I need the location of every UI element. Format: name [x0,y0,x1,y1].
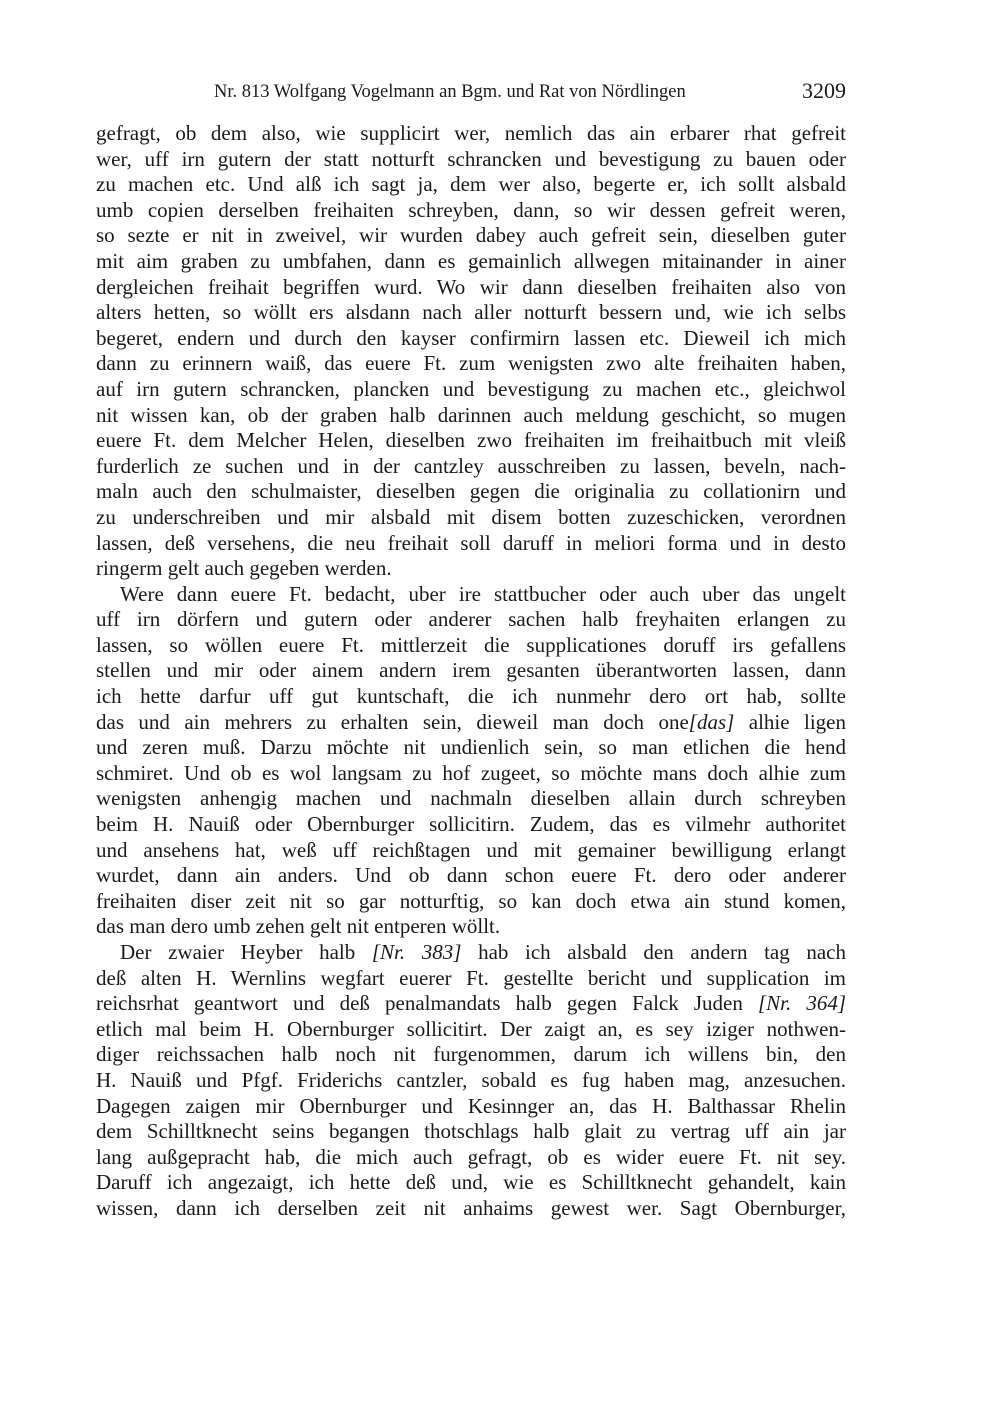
text-line [96,300,846,326]
text-segment: H. Nauiß und Pfgf. Friderichs cantzler, sobald es fug haben mag, anzesuchen. [96,1067,846,1092]
text-segment: begeret, endern und durch den kayser confirmirn lassen etc. Dieweil ich mich [96,325,846,350]
text-segment: wer, uff irn gutern der statt notturft schrancken und bevestigung zu bauen oder [96,146,846,171]
text-segment: beim H. Nauiß oder Obernburger sollicitirn. Zudem, das es vilmehr authoritet [96,812,846,837]
text-line [96,326,846,352]
editorial-reference: [Nr. 383] [371,940,462,964]
text-segment: schmiret. Und ob es wol langsam zu hof zugeet, so möchte mans doch alhie zum [96,760,846,785]
text-segment: zu machen etc. Und alß ich sagt ja, dem wer also, begerte er, ich sollt alsbald [96,172,846,197]
text-line [96,454,846,480]
text-line [96,1145,846,1171]
text-segment: umb copien derselben freihaiten schreyben, dann, so wir dessen gefreit weren, [96,197,846,222]
text-segment: dem Schilltknecht seins begangen thotschlags halb glait zu vertrag uff ain jar [96,1119,846,1144]
text-segment: deß alten H. Wernlins wegfart euerer Ft. gestellte bericht und supplication im [96,965,846,990]
text-line [96,121,846,147]
text-line [96,633,846,659]
text-segment: auf irn gutern schrancken, plancken und bevestigung zu machen etc., gleichwol [96,376,846,401]
text-line [96,403,846,429]
text-line [96,1196,846,1222]
text-line [96,786,846,812]
text-line [96,1170,846,1196]
text-segment: dann zu erinnern waiß, das euere Ft. zum wenigsten zwo alte freihaiten haben, [96,351,846,376]
text-line [96,761,846,787]
text-segment: ich hette darfur uff gut kuntschaft, die ich nunmehr dero ort hab, sollte [96,684,846,709]
text-line [96,1017,846,1043]
text-line [96,914,846,940]
text-segment: und ansehens hat, weß uff reichßtagen und mit gemainer bewilligung erlangt [96,837,846,862]
text-line [96,838,846,864]
text-line [96,966,846,992]
text-line [96,940,846,966]
text-segment: gefragt, ob dem also, wie supplicirt wer, nemlich das ain erbarer rhat gefreit [96,121,846,145]
editorial-reference: [das] [688,709,735,734]
text-segment: freihaiten diser zeit nit so gar notturftig, so kan doch etwa ain stund komen, [96,888,846,913]
paragraph [96,121,846,582]
text-segment: hab ich alsbald den andern tag nach [461,940,847,964]
text-line [96,684,846,710]
text-line [96,223,846,249]
page-number: 3209 [802,78,846,103]
text-segment: Daruff ich angezaigt, ich hette deß und, wie es Schilltknecht gehandelt, kain [96,1170,846,1195]
text-line [96,275,846,301]
text-line [96,1068,846,1094]
paragraph [96,582,846,940]
text-line [96,428,846,454]
text-segment: und zeren muß. Darzu möchte nit undienlich sein, so man etlichen die hend [96,735,846,760]
text-line [96,249,846,275]
text-segment: das und ain mehrers zu erhalten sein, dieweil man doch one [96,709,689,734]
text-segment: mit aim graben zu umbfahen, dann es gemainlich allwegen mitainander in ainer [96,248,846,273]
text-segment: stellen und mir oder ainem andern irem gesanten überantworten lassen, dann [96,658,846,683]
text-line [96,351,846,377]
text-line [96,479,846,505]
editorial-reference: [Nr. 364] [757,991,847,1016]
text-line [96,607,846,633]
text-segment: Der zwaier Heyber halb [120,940,372,964]
text-line [96,172,846,198]
text-segment: euere Ft. dem Melcher Helen, dieselben zwo freihaiten im freihaitbuch mit vleiß [96,428,846,453]
text-line [96,377,846,403]
text-line [96,710,846,736]
text-line [96,889,846,915]
text-segment: wenigsten anhengig machen und nachmaln dieselben allain durch schreyben [96,786,846,811]
text-segment: lassen, deß versehens, die neu freihait soll daruff in meliori forma und in desto [96,530,846,555]
text-segment: lang außgepracht hab, die mich auch gefragt, ob es wider euere Ft. nit sey. [96,1144,846,1169]
text-segment: dergleichen freihait begriffen wurd. Wo wir dann dieselben freihaiten also von [96,274,846,299]
text-segment: alters hetten, so wöllt ers alsdann nach aller notturft bessern und, wie ich selbs [96,300,846,325]
text-line [96,1094,846,1120]
text-segment: wissen, dann ich derselben zeit nit anhaims gewest wer. Sagt Obernburger, [96,1195,846,1220]
text-line [96,556,846,582]
text-segment: ringerm gelt auch gegeben werden. [96,556,392,581]
text-segment: diger reichssachen halb noch nit furgenommen, darum ich willens bin, den [96,1042,846,1067]
text-segment: das man dero umb zehen gelt nit entperen wöllt. [96,914,501,939]
text-segment: zu underschreiben und mir alsbald mit disem botten zuzeschicken, verordnen [96,504,846,529]
paragraph [96,940,846,1222]
text-segment: so sezte er nit in zweivel, wir wurden dabey auch gefreit sein, dieselben guter [96,223,846,248]
text-segment: lassen, so wöllen euere Ft. mittlerzeit die supplicationes doruff irs gefallens [96,632,846,657]
text-line [96,863,846,889]
text-line [96,531,846,557]
text-segment: alhie ligen [734,709,846,734]
text-line [96,991,846,1017]
text-segment: wurdet, dann ain anders. Und ob dann schon euere Ft. dero oder anderer [96,863,846,888]
text-line [96,1042,846,1068]
page-header [96,78,846,108]
text-line [96,147,846,173]
text-segment: nit wissen kan, ob der graben halb darinnen auch meldung geschicht, so mugen [96,402,846,427]
running-title: Nr. 813 Wolfgang Vogelmann an Bgm. und Rat von Nördlingen [214,82,686,102]
text-segment: Dagegen zaigen mir Obernburger und Kesinnger an, das H. Balthassar Rhelin [96,1093,846,1118]
text-line [96,735,846,761]
text-line [96,1119,846,1145]
body-text [96,121,846,1222]
text-line [96,658,846,684]
text-segment: reichsrhat geantwort und deß penalmandats halb gegen Falck Juden [96,991,758,1016]
text-segment: furderlich ze suchen und in der cantzley ausschreiben zu lassen, beveln, nach- [96,453,846,478]
text-segment: Were dann euere Ft. bedacht, uber ire stattbucher oder auch uber das ungelt [120,581,846,606]
text-segment: maln auch den schulmaister, dieselben gegen die originalia zu collationirn und [96,479,846,504]
text-line [96,198,846,224]
text-segment: uff irn dörfern und gutern oder anderer sachen halb freyhaiten erlangen zu [96,607,846,632]
text-segment: etlich mal beim H. Obernburger sollicitirt. Der zaigt an, es sey iziger nothwen- [96,1016,846,1041]
text-line [96,582,846,608]
text-line [96,505,846,531]
text-line [96,812,846,838]
